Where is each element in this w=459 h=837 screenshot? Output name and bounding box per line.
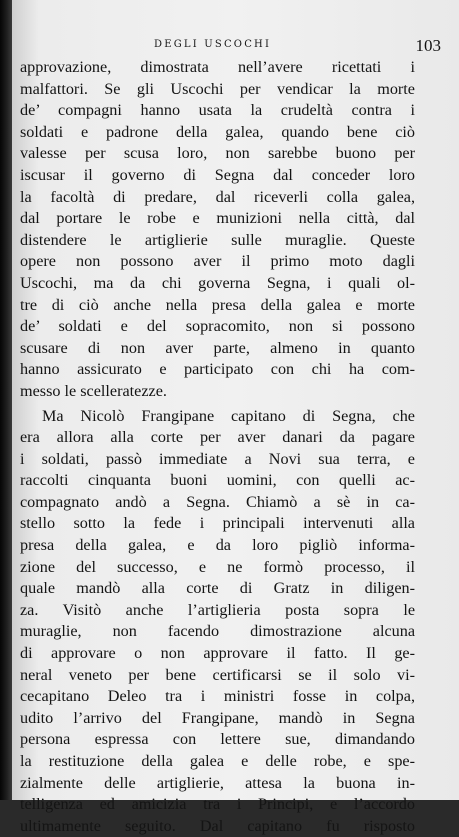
text-line: valesse per scusa loro, non sarebbe buono per	[20, 143, 415, 165]
running-head	[12, 36, 459, 56]
text-line: hanno assicurato e participato con chi ha com-	[20, 359, 415, 381]
text-line: dal portare le robe e munizioni nella città, dal	[20, 208, 415, 230]
text-line: za. Visitò anche l’artiglieria posta sopra le	[20, 600, 415, 622]
text-line: tre di ciò anche nella presa della galea e morte	[20, 295, 415, 317]
text-line: presa della galea, e da loro pigliò informa-	[20, 535, 415, 557]
text-line: la restituzione della galea e delle robe, e spe-	[20, 751, 415, 773]
text-line: telligenza ed amicizia tra i Principi, e l’accordo	[20, 794, 415, 816]
text-line: soldati e padrone della galea, quando bene ciò	[20, 122, 415, 144]
text-line: era allora alla corte per aver danari da pagare	[20, 427, 415, 449]
text-line: udito l’arrivo del Frangipane, mandò in Segna	[20, 708, 415, 730]
text-line: compagnato andò a Segna. Chiamò a sè in ca-	[20, 492, 415, 514]
text-line: Uscochi, ma da chi governa Segna, i quali ol-	[20, 273, 415, 295]
text-line: la facoltà di predare, dal riceverli colla galea,	[20, 187, 415, 209]
book-page	[12, 0, 459, 800]
body-text	[20, 57, 415, 837]
text-line: di approvare o non approvare il fatto. Il ge-	[20, 643, 415, 665]
text-line: i soldati, passò immediate a Novi sua terra, e	[20, 449, 415, 471]
paragraph	[20, 406, 415, 837]
text-line: approvazione, dimostrata nell’avere ricettati i	[20, 57, 415, 79]
running-title: DEGLI USCOCHI	[154, 39, 271, 50]
text-line: malfattori. Se gli Uscochi per vendicar la morte	[20, 79, 415, 101]
text-line: neral veneto per bene certificarsi se il solo vi-	[20, 665, 415, 687]
paragraph	[20, 57, 415, 403]
page-number: 103	[416, 36, 442, 56]
text-line: scusare di non aver parte, almeno in quanto	[20, 338, 415, 360]
text-line: quale mandò alla corte di Gratz in diligen-	[20, 578, 415, 600]
text-line: cecapitano Deleo tra i ministri fosse in colpa,	[20, 686, 415, 708]
text-line: distendere le artiglierie sulle muraglie. Queste	[20, 230, 415, 252]
text-line: opere non possono aver il primo moto dagli	[20, 251, 415, 273]
text-line: zione del successo, e ne formò processo, il	[20, 557, 415, 579]
book-gutter-shadow	[0, 0, 12, 800]
text-line: Ma Nicolò Frangipane capitano di Segna, che	[20, 406, 415, 428]
text-line: iscusar il governo di Segna dal conceder loro	[20, 165, 415, 187]
text-line: messo le scelleratezze.	[20, 381, 415, 403]
text-line: de’ soldati e del sopracomito, non si possono	[20, 316, 415, 338]
text-line: raccolti cinquanta buoni uomini, con quelli ac-	[20, 470, 415, 492]
text-line: persona espressa con lettere sue, dimandando	[20, 729, 415, 751]
text-line: ultimamente seguito. Dal capitano fu risposto	[20, 816, 415, 837]
text-line: zialmente delle artiglierie, attesa la buona in-	[20, 773, 415, 795]
text-line: stello sotto la fede i principali intervenuti alla	[20, 513, 415, 535]
text-line: de’ compagni hanno usata la crudeltà contra i	[20, 100, 415, 122]
text-line: muraglie, non facendo dimostrazione alcuna	[20, 621, 415, 643]
